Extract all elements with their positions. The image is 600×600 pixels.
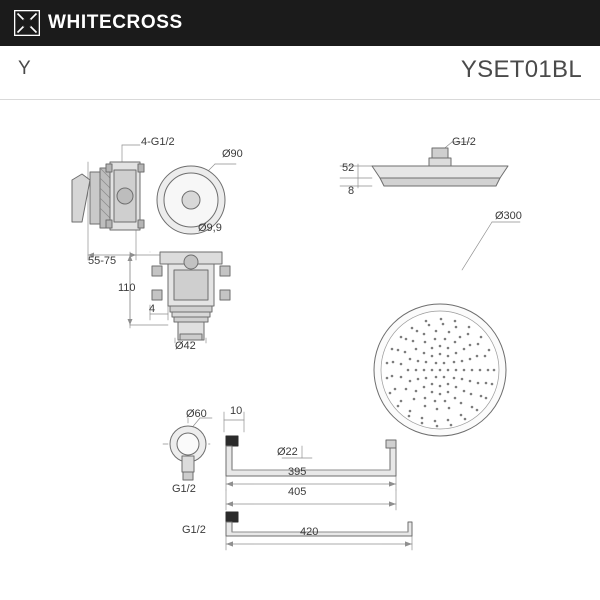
label-head-diameter: Ø300 (495, 210, 522, 222)
label-length-395: 395 (288, 466, 307, 478)
whitecross-logo-icon (14, 10, 40, 36)
header-bar (0, 0, 600, 46)
label-flange-diameter: Ø60 (186, 408, 207, 420)
label-mixer-thread: 4-G1/2 (141, 136, 175, 148)
label-tube-diameter: Ø22 (277, 446, 298, 458)
series-label: Y (18, 58, 31, 79)
label-wall-depth: 55-75 (88, 255, 117, 267)
concealed-mixer-drawing (72, 145, 236, 346)
label-arm-thread-bottom: G1/2 (182, 524, 206, 536)
label-length-420: 420 (300, 526, 319, 538)
label-outlet-diameter: Ø42 (175, 340, 196, 352)
label-head-height-52: 52 (342, 162, 355, 174)
label-length-405: 405 (288, 486, 307, 498)
label-body-offset: 4 (149, 303, 156, 315)
label-head-height-8: 8 (348, 185, 355, 197)
rain-shower-head-drawing (340, 142, 520, 436)
brand-name: WHITECROSS (48, 12, 183, 33)
label-handle-hole: Ø9,9 (198, 222, 222, 234)
title-row (0, 46, 600, 100)
label-plate-diameter: Ø90 (222, 148, 243, 160)
model-code: YSET01BL (460, 56, 582, 83)
label-arm-thread-top: G1/2 (172, 483, 196, 495)
label-flange-depth: 10 (230, 405, 243, 417)
drawings-canvas (0, 100, 600, 600)
label-body-height: 110 (118, 282, 136, 294)
label-head-inlet-thread: G1/2 (452, 136, 476, 148)
